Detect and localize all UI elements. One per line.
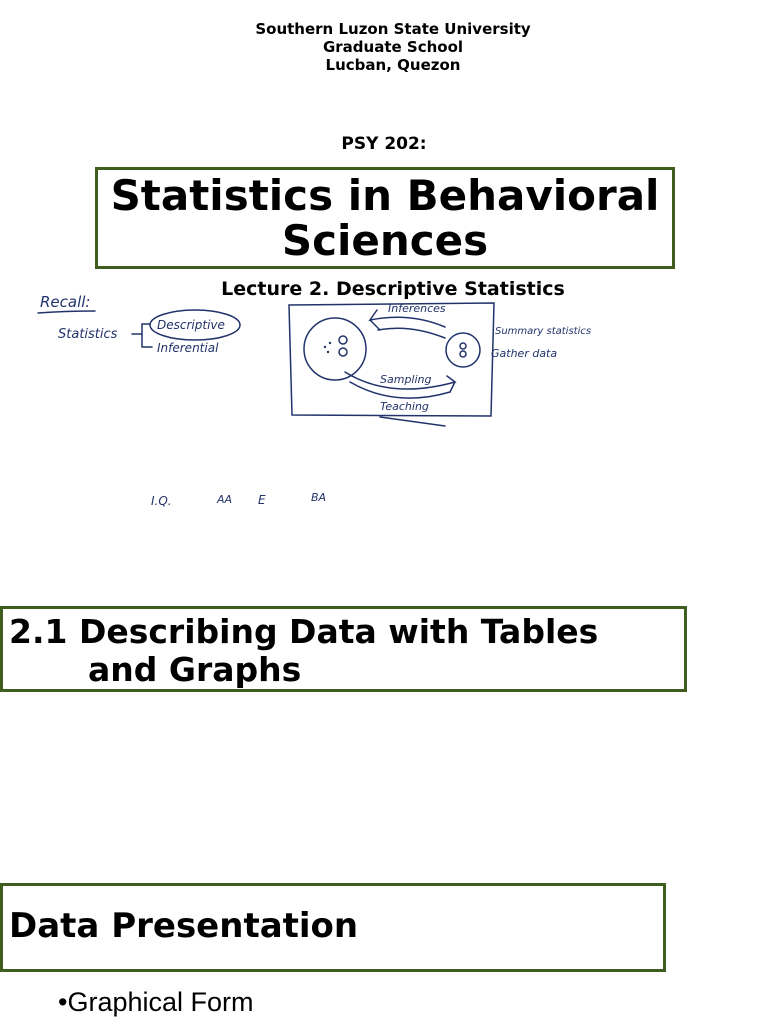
recall-underline: [38, 311, 95, 313]
bullet-dot: •: [58, 987, 68, 1017]
population-circle: [304, 318, 366, 380]
gather-data-note: Gather data: [491, 347, 558, 360]
data-presentation-title: Data Presentation: [9, 906, 359, 946]
abbreviation-aa: AA: [217, 493, 233, 506]
sampling-note: Sampling: [380, 373, 432, 386]
section-title-line2: and Graphs: [88, 650, 302, 689]
abbreviation-ba: BA: [311, 491, 327, 504]
abbreviation-iq: I.Q.: [151, 494, 172, 508]
university-name: Southern Luzon State University: [255, 20, 531, 38]
recall-note: Recall:: [40, 293, 91, 311]
school-name: Graduate School: [322, 38, 464, 56]
bracket: [132, 324, 152, 347]
inferences-note: Inferences: [388, 302, 446, 315]
descriptive-note: Descriptive: [157, 318, 225, 332]
inferential-note: Inferential: [157, 341, 219, 355]
section-title-line1: 2.1 Describing Data with Tables: [9, 612, 599, 651]
section-title: [9, 613, 598, 689]
teaching-note: Teaching: [380, 400, 429, 413]
statistics-note: Statistics: [58, 327, 118, 342]
data-presentation-box: [0, 883, 666, 972]
bullet-item: [58, 987, 254, 1018]
section-box: [0, 606, 687, 692]
course-code: PSY 202:: [341, 134, 427, 154]
summary-statistics-note: Summary statistics: [495, 326, 592, 337]
course-title-line2: Sciences: [281, 216, 489, 265]
bullet-text: Graphical Form: [67, 987, 254, 1017]
location: Lucban, Quezon: [325, 56, 461, 74]
abbreviation-e: E: [258, 493, 266, 507]
lecture-title: Lecture 2. Descriptive Statistics: [221, 278, 565, 300]
course-title-line1: Statistics in Behavioral: [110, 171, 660, 220]
sample-circle: [446, 333, 480, 367]
